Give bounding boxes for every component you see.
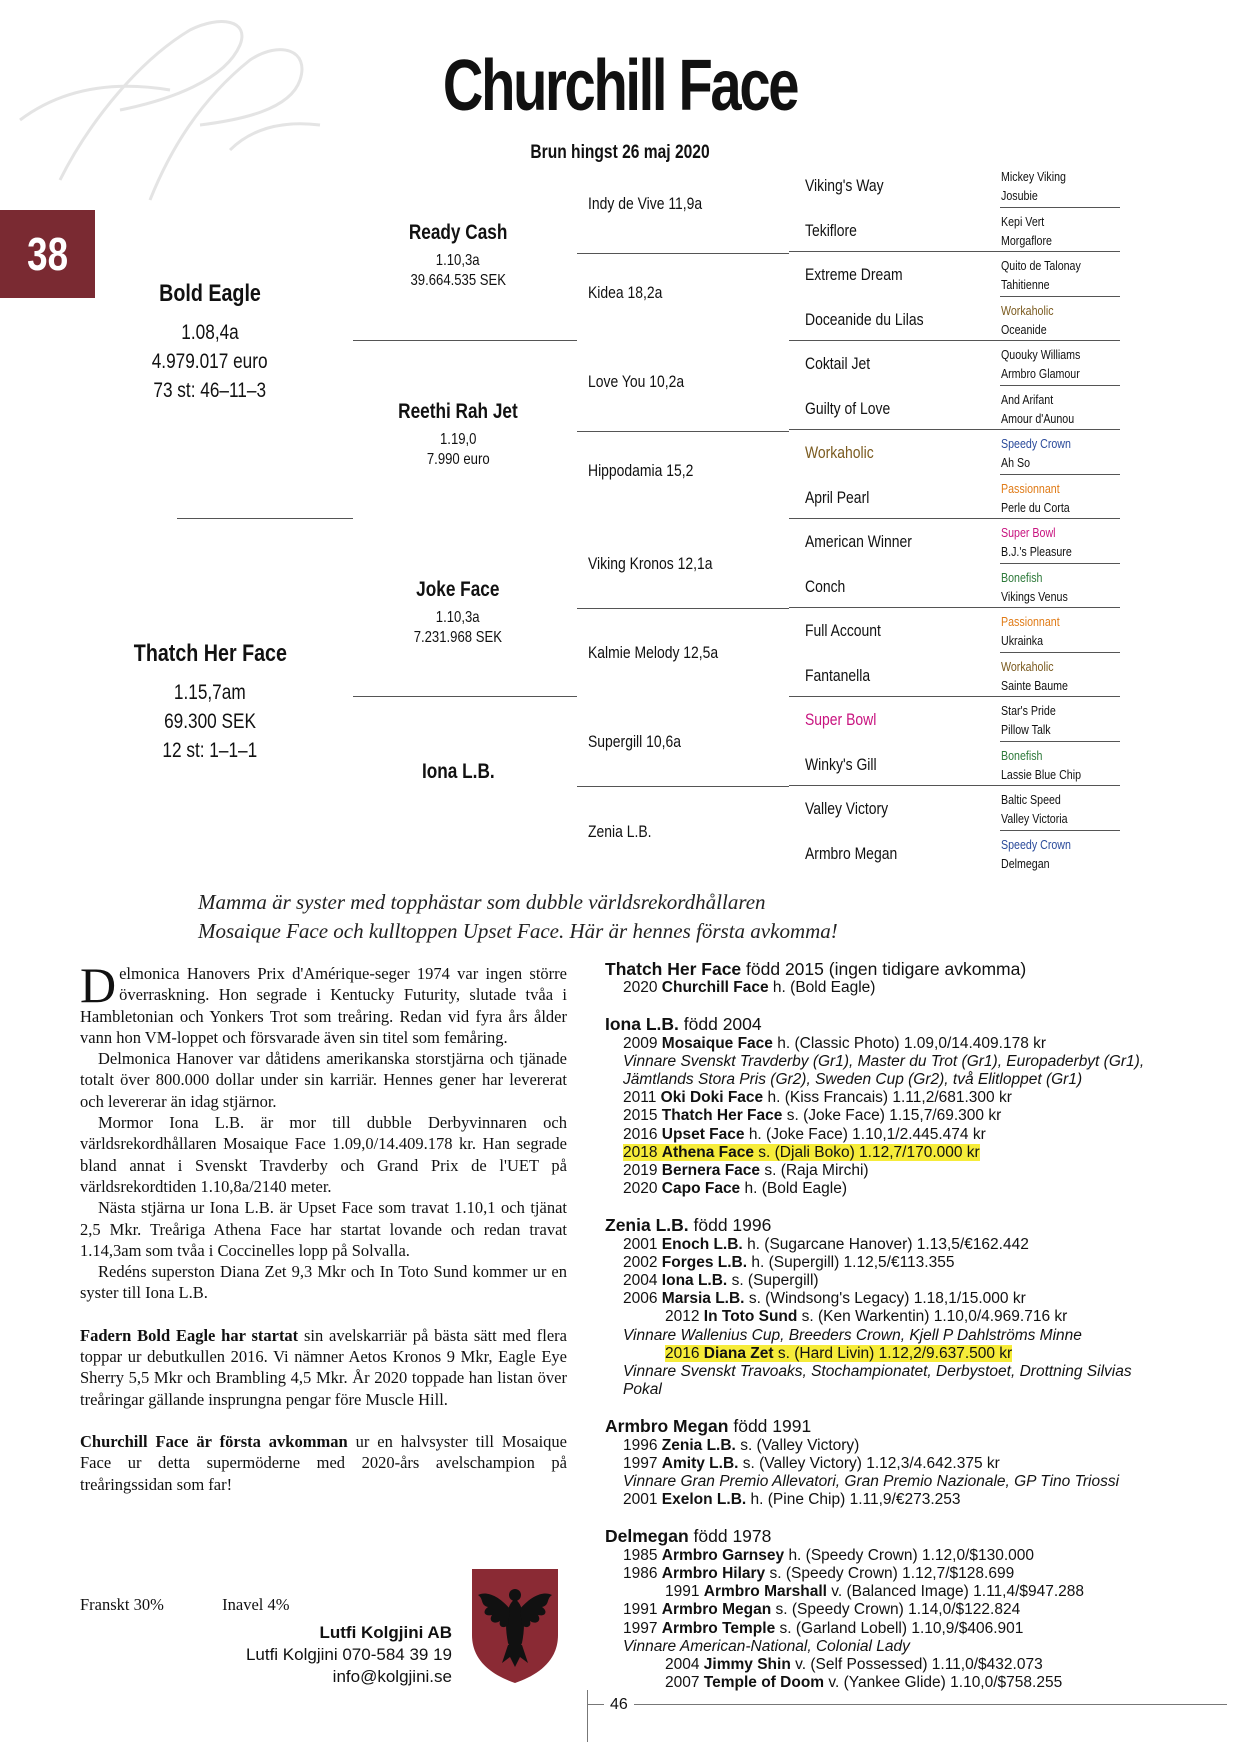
- pedigree-divider: [1000, 652, 1120, 653]
- article-paragraph: Churchill Face är första avkomman ur en halvsyster till Mosaique Face ur detta supermöderne med 2020-års avelschampion på treåringssidan som far!: [80, 1431, 568, 1494]
- offspring-entry: 2019 Bernera Face s. (Raja Mirchi): [623, 1162, 869, 1180]
- article-paragraph: Nästa stjärna ur Iona L.B. är Upset Face som travat 1.10,1 och tjänat 2,5 Mkr. Treåriga Athena Face har startat lovande och redan travat 1.14,3am som tvåa i Coccinelles lopp på Solvalla.: [80, 1198, 567, 1260]
- pedigree-divider: [577, 253, 789, 254]
- pedigree-gen5-name: Star's Pride: [1001, 703, 1056, 718]
- albanian-eagle-crest: [468, 1565, 562, 1685]
- dam-heading: Zenia L.B. född 1996: [605, 1215, 772, 1236]
- offspring-entry: 2020 Churchill Face h. (Bold Eagle): [623, 979, 876, 997]
- pedigree-divider: [177, 518, 353, 519]
- offspring-entry: 2002 Forges L.B. h. (Supergill) 1.12,5/€113.355: [623, 1253, 955, 1271]
- pedigree-gen5-name: Amour d'Aunou: [1001, 410, 1075, 426]
- pedigree-gen5-name: Speedy Crown: [1001, 436, 1071, 451]
- pedigree-gen5-name: B.J.'s Pleasure: [1001, 544, 1072, 559]
- pedigree-divider: [789, 251, 1000, 252]
- offspring-entry: 2001 Enoch L.B. h. (Sugarcane Hanover) 1.13,5/€162.442: [623, 1235, 1029, 1253]
- pedigree-gen4-10: Conch: [805, 576, 846, 596]
- race-wins-note: Jämtlands Stora Pris (Gr2), Sweden Cup (Gr2), två Elitloppet (Gr1): [623, 1071, 1083, 1089]
- pedigree-gen4-16: Armbro Megan: [805, 843, 898, 863]
- pedigree-gen5-name: Armbro Glamour: [1001, 366, 1080, 381]
- catalogue-number-tab: [0, 210, 95, 298]
- pedigree-divider: [1000, 830, 1120, 831]
- offspring-entry: 2016 Diana Zet s. (Hard Livin) 1.12,2/9.637.500 kr: [665, 1344, 1013, 1362]
- pedigree-gen5-pair: [1001, 568, 1082, 606]
- pedigree-divider: [577, 608, 789, 609]
- pedigree-gen5-name: Mickey Viking: [1001, 169, 1066, 184]
- pedigree-gen5-pair: [1001, 479, 1085, 517]
- pedigree-gen3-6: Kalmie Melody 12,5a: [588, 643, 719, 662]
- dam-block: [605, 1527, 1215, 1692]
- offspring-entry: 2004 Iona L.B. s. (Supergill): [623, 1272, 819, 1290]
- pedigree-gen5-pair: [1001, 345, 1098, 383]
- pedigree-gen2-4: [348, 760, 568, 784]
- pedigree-gen3-5: Viking Kronos 12,1a: [588, 554, 713, 573]
- pedigree-divider: [1000, 607, 1120, 608]
- pedigree-divider: [789, 785, 1000, 786]
- offspring-entry: 1985 Armbro Garnsey h. (Speedy Crown) 1.12,0/$130.000: [623, 1546, 1035, 1564]
- pedigree-gen5-pair: [1001, 256, 1098, 294]
- pedigree-gen4-15: Valley Victory: [805, 799, 889, 818]
- pedigree-gen4-9: American Winner: [805, 532, 912, 551]
- pedigree-gen4-3: Extreme Dream: [805, 265, 903, 284]
- gen2-name: Joke Face: [416, 578, 500, 601]
- pedigree-gen5-name: Passionnant: [1001, 480, 1060, 496]
- intro-line: Mosaique Face och kulltoppen Upset Face. Här är hennes första avkomma!: [198, 919, 838, 943]
- gen2-record: 1.19,0: [439, 431, 477, 448]
- pedigree-gen5-pair: [1001, 390, 1090, 428]
- offspring-entry: 1996 Zenia L.B. s. (Valley Victory): [623, 1436, 860, 1454]
- pedigree-gen5-pair: [1001, 301, 1065, 339]
- offspring-entry: 1986 Armbro Hilary s. (Speedy Crown) 1.12,7/$128.699: [623, 1564, 1015, 1582]
- article-paragraph: Delmonica Hanover var dåtidens amerikanska storstjärna och tjänade totalt över 800.000 dollar under sin karriär. Hennes gener har levererat och levererar än idag stjärnor.: [80, 1049, 567, 1111]
- pedigree-gen5-name: Oceanide: [1001, 321, 1047, 337]
- pedigree-divider: [1000, 741, 1120, 742]
- gen2-earnings: 39.664.535 SEK: [410, 272, 506, 289]
- pedigree-gen4-5: Coktail Jet: [805, 354, 871, 373]
- pedigree-gen5-pair: [1001, 790, 1082, 828]
- pedigree-gen4-8: April Pearl: [805, 487, 870, 507]
- pedigree-divider: [353, 340, 577, 341]
- footer-rule: [587, 1704, 1227, 1705]
- dam-heading: Iona L.B. född 2004: [605, 1014, 762, 1035]
- pedigree-gen4-1: Viking's Way: [805, 176, 884, 195]
- sire-name: Bold Eagle: [159, 280, 261, 307]
- breeding-stats: [80, 1595, 289, 1615]
- dam-line-offspring: [605, 960, 1215, 1710]
- pedigree-gen5-pair: [1001, 523, 1087, 561]
- pedigree-gen5-name: Quito de Talonay: [1001, 258, 1081, 273]
- gen2-earnings: 7.990 euro: [426, 451, 490, 468]
- article-paragraph: Fadern Bold Eagle har startat sin avelskarriär på bästa sätt med flera toppar ur debutkullen 2016. Vi nämner Aetos Kronos 9 Mkr, Eagle Eye Sherry 5,5 Mkr och Brambling 4,5 Mkr. År 2020 toppade han listan över treåringar gällande insprungna pengar före Muscle Hill.: [80, 1325, 567, 1409]
- offspring-entry: 2007 Temple of Doom v. (Yankee Glide) 1.10,0/$758.255: [665, 1674, 1063, 1692]
- pedigree-gen5-name: Valley Victoria: [1001, 811, 1068, 826]
- inbreeding-percent: Inavel 4%: [222, 1595, 290, 1614]
- pedigree-gen5-name: Kepi Vert: [1001, 213, 1045, 229]
- pedigree-gen5-name: Morgaflore: [1001, 232, 1052, 248]
- pedigree-gen5-name: Super Bowl: [1001, 525, 1056, 540]
- pedigree-gen4-14: Winky's Gill: [805, 754, 877, 774]
- pedigree-divider: [577, 431, 789, 432]
- gen2-name: Reethi Rah Jet: [398, 400, 518, 423]
- page-title: Churchill Face: [442, 46, 798, 126]
- offspring-entry: 2016 Upset Face h. (Joke Face) 1.10,1/2.445.474 kr: [623, 1125, 986, 1143]
- offspring-entry: 1991 Armbro Megan s. (Speedy Crown) 1.14,0/$122.824: [623, 1601, 1021, 1619]
- catalogue-number: 38: [27, 228, 68, 280]
- dam-name: Thatch Her Face: [133, 640, 287, 667]
- pedigree-divider: [1000, 340, 1120, 341]
- offspring-entry: 2012 In Toto Sund s. (Ken Warkentin) 1.10,0/4.969.716 kr: [665, 1308, 1068, 1326]
- pedigree-divider: [1000, 385, 1120, 386]
- pedigree-divider: [789, 607, 1000, 608]
- pedigree-gen5-name: Workaholic: [1001, 302, 1054, 318]
- pedigree-divider: [1000, 296, 1120, 297]
- pedigree-divider: [789, 518, 1000, 519]
- pedigree-gen3-7: Supergill 10,6a: [588, 732, 682, 751]
- dam-heading: Armbro Megan född 1991: [605, 1416, 812, 1437]
- pedigree-gen2-1: [348, 221, 568, 291]
- offspring-entry: 2001 Exelon L.B. h. (Pine Chip) 1.11,9/€273.253: [623, 1491, 961, 1509]
- pedigree-gen5-name: Ukrainka: [1001, 633, 1044, 648]
- dam-block: [605, 1417, 1215, 1509]
- offspring-entry: 2011 Oki Doki Face h. (Kiss Francais) 1.11,2/681.300 kr: [623, 1089, 1012, 1107]
- pedigree-gen2-2: [348, 400, 568, 470]
- pedigree-gen4-12: Fantanella: [805, 665, 871, 685]
- pedigree-gen5-name: Sainte Baume: [1001, 677, 1068, 693]
- drop-cap: D: [80, 957, 117, 1013]
- pedigree-divider: [353, 696, 577, 697]
- offspring-entry: 2015 Thatch Her Face s. (Joke Face) 1.15,7/69.300 kr: [623, 1107, 1002, 1125]
- race-wins-note: Vinnare Svenskt Travderby (Gr1), Master du Trot (Gr1), Europaderbyt (Gr1),: [623, 1052, 1145, 1070]
- pedigree-gen5-name: Ah So: [1001, 455, 1031, 470]
- pedigree-gen5-name: Lassie Blue Chip: [1001, 766, 1082, 782]
- pedigree-gen5-pair: [1001, 212, 1063, 250]
- intro-line: Mamma är syster med topphästar som dubble världsrekordhållaren: [198, 890, 766, 914]
- article-body: [80, 957, 568, 1495]
- pedigree-gen5-name: Quouky Williams: [1001, 347, 1081, 362]
- pedigree-gen5-name: Workaholic: [1001, 658, 1054, 674]
- seller-contact: [200, 1622, 452, 1688]
- pedigree-divider: [1000, 474, 1120, 475]
- company-phone: Lutfi Kolgjini 070-584 39 19: [245, 1645, 452, 1664]
- pedigree-gen5-name: Tahitienne: [1001, 277, 1050, 292]
- pedigree-divider: [1000, 785, 1120, 786]
- dam-heading: Thatch Her Face född 2015 (ingen tidigare avkomma): [605, 959, 1027, 979]
- sire-starts: 73 st: 46–11–3: [153, 379, 267, 402]
- gen2-name: Iona L.B.: [421, 760, 495, 783]
- pedigree-divider: [1000, 429, 1120, 430]
- pedigree-gen4-13: Super Bowl: [805, 710, 877, 729]
- pedigree-gen4-6: Guilty of Love: [805, 398, 891, 418]
- pedigree-divider: [1000, 207, 1120, 208]
- dam-block: [605, 960, 1215, 997]
- dam-heading: Delmegan född 1978: [605, 1526, 772, 1547]
- pedigree-gen5-pair: [1001, 657, 1083, 695]
- dam-starts: 12 st: 1–1–1: [162, 739, 258, 762]
- pedigree-gen5-name: And Arifant: [1001, 391, 1054, 407]
- race-wins-note: Vinnare American-National, Colonial Lady: [623, 1637, 910, 1655]
- company-name: Lutfi Kolgjini AB: [319, 1623, 452, 1642]
- pedigree-gen5-name: Josubie: [1001, 188, 1038, 203]
- race-wins-note: Pokal: [623, 1381, 662, 1399]
- pedigree-gen2-3: [348, 578, 568, 648]
- pedigree-gen4-11: Full Account: [805, 621, 881, 640]
- pedigree-gen5-pair: [1001, 701, 1068, 739]
- pedigree-gen5-name: Speedy Crown: [1001, 836, 1071, 852]
- pedigree-gen5-pair: [1001, 612, 1073, 650]
- offspring-entry: 2020 Capo Face h. (Bold Eagle): [623, 1180, 848, 1198]
- french-blood-percent: Franskt 30%: [80, 1595, 164, 1614]
- offspring-entry: 2004 Jimmy Shin v. (Self Possessed) 1.11,0/$432.073: [665, 1655, 1043, 1673]
- pedigree-gen5-name: Perle du Corta: [1001, 499, 1070, 515]
- pedigree-gen5-name: Vikings Venus: [1001, 588, 1068, 604]
- pedigree-gen5-pair: [1001, 746, 1099, 784]
- pedigree-gen5-pair: [1001, 167, 1080, 205]
- pedigree-gen5-name: Pillow Talk: [1001, 722, 1051, 737]
- company-email: info@kolgjini.se: [332, 1667, 452, 1686]
- pedigree-divider: [1000, 563, 1120, 564]
- sire-record: 1.08,4a: [181, 321, 239, 344]
- pedigree-gen3-8: Zenia L.B.: [588, 822, 652, 841]
- horse-description: Brun hingst 26 maj 2020: [530, 142, 710, 163]
- pedigree-gen5-pair: [1001, 434, 1086, 472]
- offspring-entry: 1991 Armbro Marshall v. (Balanced Image) 1.11,4/$947.288: [665, 1583, 1085, 1601]
- offspring-entry: 2006 Marsia L.B. s. (Windsong's Legacy) 1.18,1/15.000 kr: [623, 1290, 1026, 1308]
- gen2-record: 1.10,3a: [436, 609, 480, 626]
- pedigree-gen5-pair: [1001, 835, 1086, 873]
- intro-text: [198, 888, 1018, 946]
- pedigree-gen3-2: Kidea 18,2a: [588, 283, 663, 302]
- pedigree-divider: [1000, 696, 1120, 697]
- offspring-entry: 2009 Mosaique Face h. (Classic Photo) 1.09,0/14.409.178 kr: [623, 1034, 1047, 1052]
- pedigree-divider: [789, 340, 1000, 341]
- pedigree-divider: [577, 786, 789, 787]
- pedigree-gen5-name: Bonefish: [1001, 569, 1043, 585]
- footer-vertical-rule: [587, 1690, 588, 1742]
- pedigree-gen4-4: Doceanide du Lilas: [805, 309, 924, 329]
- offspring-entry: 2018 Athena Face s. (Djali Boko) 1.12,7/170.000 kr: [623, 1143, 980, 1161]
- race-wins-note: Vinnare Gran Premio Allevatori, Gran Premio Nazionale, GP Tino Triossi: [623, 1473, 1120, 1491]
- dam-earnings: 69.300 SEK: [164, 710, 256, 733]
- sire-earnings: 4.979.017 euro: [152, 350, 268, 373]
- offspring-entry: 1997 Amity L.B. s. (Valley Victory) 1.12,3/4.642.375 kr: [623, 1454, 1000, 1472]
- gen2-record: 1.10,3a: [436, 252, 480, 269]
- pedigree-gen4-2: Tekiflore: [805, 220, 857, 240]
- pedigree-gen3-3: Love You 10,2a: [588, 372, 685, 391]
- page-number: 46: [604, 1696, 634, 1714]
- article-paragraph: Redéns superston Diana Zet 9,3 Mkr och In Toto Sund kommer ur en syster till Iona L.B.: [80, 1262, 567, 1303]
- gen2-earnings: 7.231.968 SEK: [413, 629, 503, 646]
- pedigree-gen5-name: Passionnant: [1001, 614, 1060, 629]
- pedigree-gen3-1: Indy de Vive 11,9a: [588, 194, 703, 213]
- pedigree-divider: [1000, 518, 1120, 519]
- dam-block: [605, 1015, 1215, 1198]
- pedigree-gen5-name: Delmegan: [1001, 855, 1050, 871]
- article-paragraph: Mormor Iona L.B. är mor till dubble Derbyvinnaren och världsrekordhållaren Mosaique Face 1.09,0/14.409.178 kr. Han segrade bland annat i Svenskt Travderby och Grand Prix de l'UET på världsrekordtiden 1.10,8a/2140 meter.: [80, 1113, 567, 1196]
- race-wins-note: Vinnare Wallenius Cup, Breeders Crown, Kjell P Dahlströms Minne: [623, 1326, 1082, 1344]
- dam-record: 1.15,7am: [174, 681, 246, 704]
- pedigree-gen3-4: Hippodamia 15,2: [588, 461, 694, 480]
- pedigree-gen5-name: Baltic Speed: [1001, 792, 1061, 807]
- pedigree-gen4-7: Workaholic: [805, 443, 874, 462]
- pedigree-divider: [1000, 251, 1120, 252]
- offspring-entry: 1997 Armbro Temple s. (Garland Lobell) 1.10,9/$406.901: [623, 1619, 1024, 1637]
- pedigree-divider: [789, 696, 1000, 697]
- article-paragraph: Delmonica Hanovers Prix d'Amérique-seger 1974 var ingen större överraskning. Hon segrade i Kentucky Futurity, slutade tvåa i Hambletonian och Yonkers Trot som treåring. Redan vid fyra års ålder vann hon VM-loppet och försvarade även sin titel som femåring.: [80, 957, 567, 1047]
- pedigree-gen5-name: Bonefish: [1001, 747, 1043, 763]
- pedigree-divider: [789, 429, 1000, 430]
- race-wins-note: Vinnare Svenskt Travoaks, Stochampionatet, Derbystoet, Drottning Silvias: [623, 1363, 1132, 1381]
- gen2-name: Ready Cash: [408, 221, 508, 244]
- dam-block: [605, 1216, 1215, 1399]
